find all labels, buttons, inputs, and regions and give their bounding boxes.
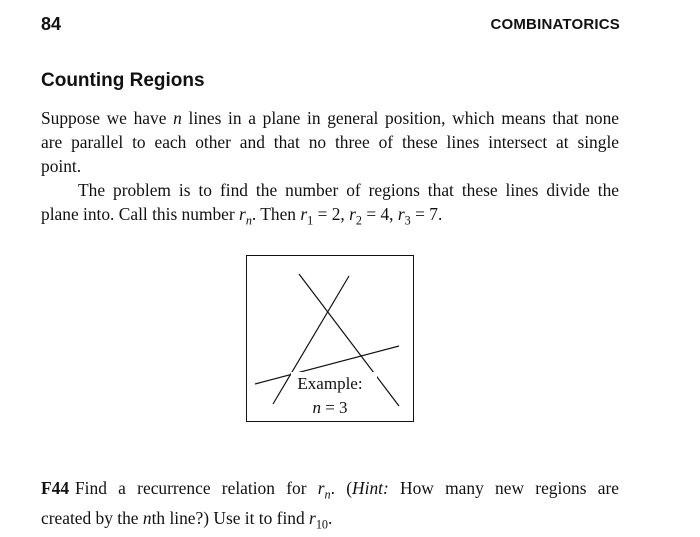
paragraph1-line3: point. xyxy=(41,156,82,176)
problem-f44 xyxy=(41,476,619,537)
problem-line2: created by the nth line?) Use it to find $r_{10}$. xyxy=(41,508,333,532)
paragraph-problem-statement xyxy=(41,178,619,232)
figure-label-example: Example: xyxy=(297,374,363,393)
page-number: 84 xyxy=(41,14,62,34)
paragraph2-line1: The problem is to find the number of regions that these lines divide the xyxy=(78,180,619,200)
paragraph2-line2: plane into. Call this number $r_n$. Then $r_1 = 2$, $r_2 = 4$, $r_3 = 7$. xyxy=(41,204,443,228)
running-head: COMBINATORICS xyxy=(490,16,620,33)
paragraph-definition xyxy=(41,106,619,178)
three-lines-diagram xyxy=(247,256,413,421)
problem-line1 xyxy=(41,476,619,506)
problem-id: F44 xyxy=(41,478,70,498)
paragraph1-line2: are parallel to each other and that no three of these lines intersect at single xyxy=(41,132,619,152)
section-title: Counting Regions xyxy=(41,70,205,91)
example-figure xyxy=(246,255,414,422)
figure-label-n: n = 3 xyxy=(312,398,348,417)
paragraph1-line1: Suppose we have n lines in a plane in general position, which means that none xyxy=(41,108,619,128)
problem-line1-text: Find a recurrence relation for $r_n$. (Hint: How many new regions are xyxy=(75,478,619,502)
